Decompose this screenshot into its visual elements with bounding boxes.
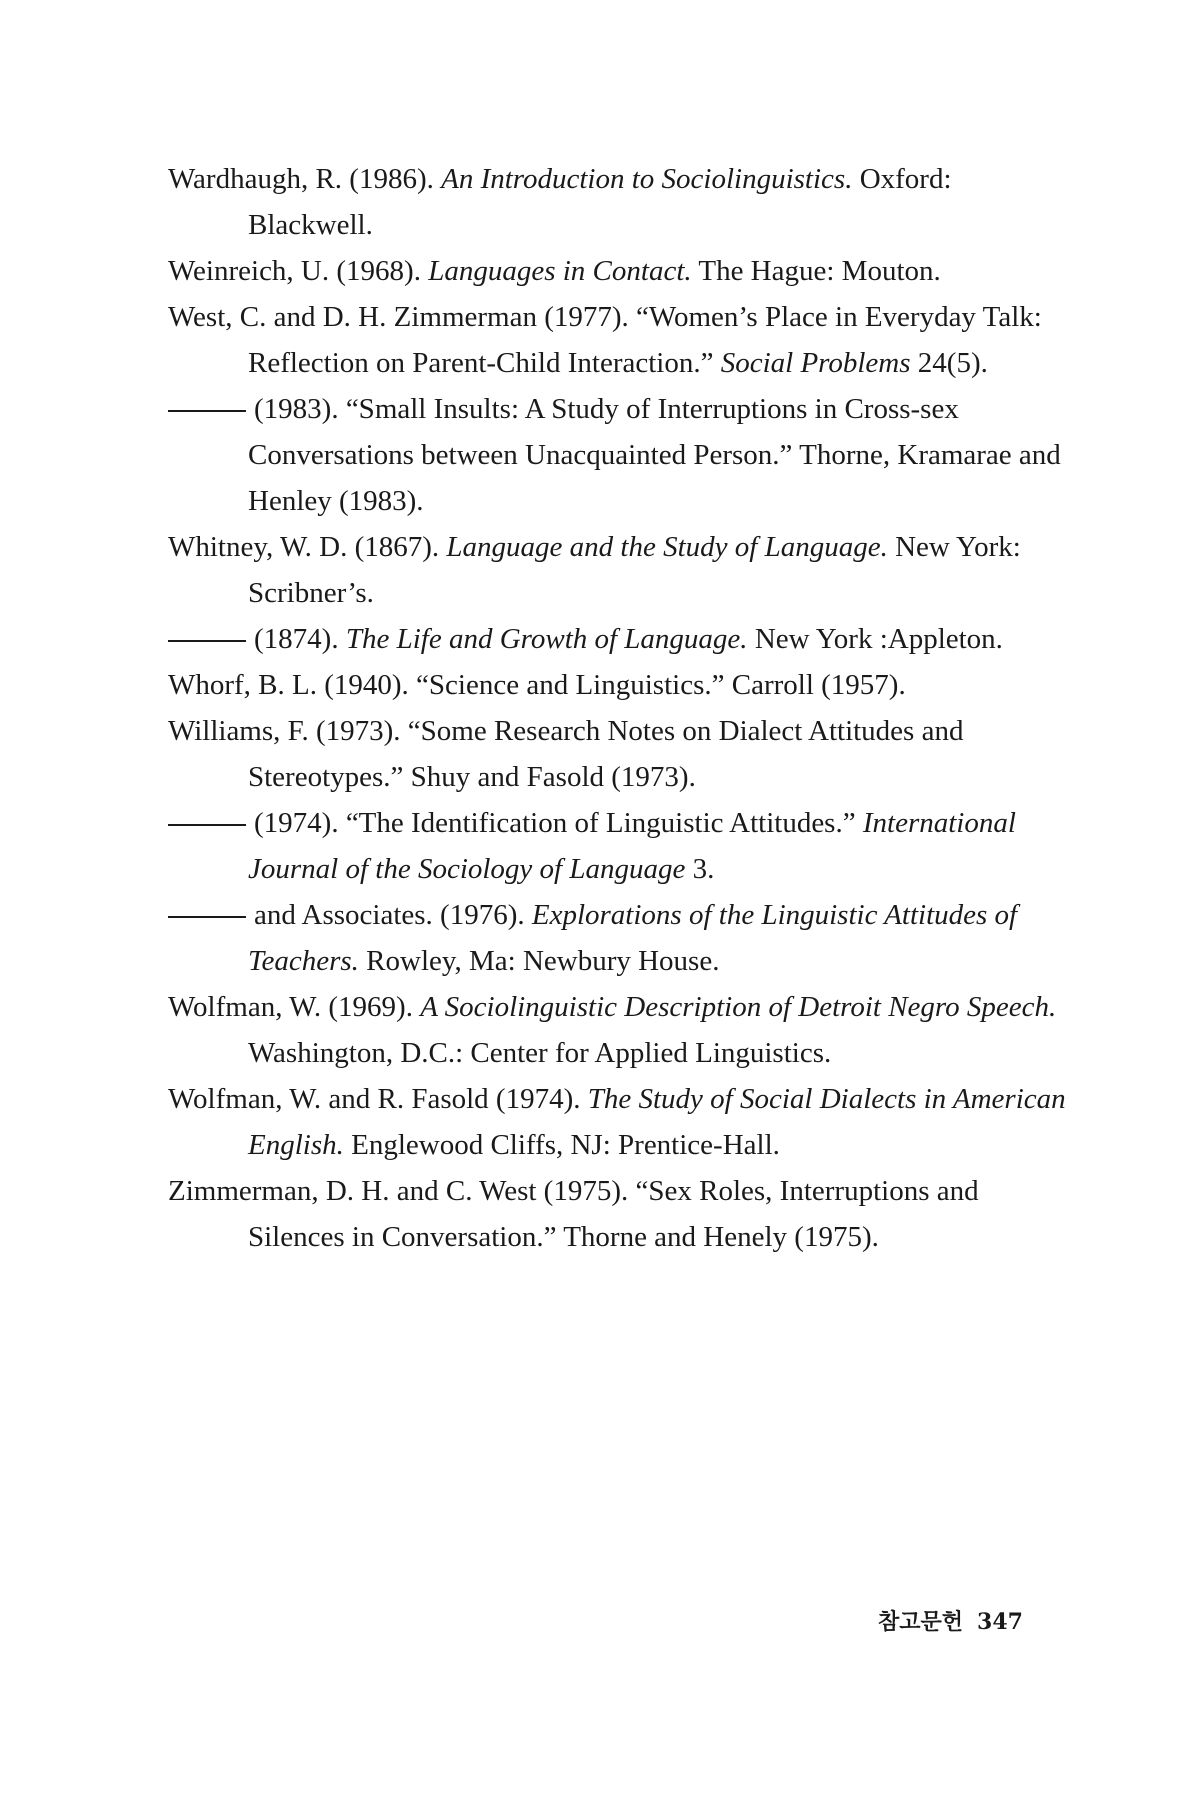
ditto-dash [168,640,246,642]
section-title: 참고문헌 [878,1610,964,1635]
reference-entry: and Associates. (1976). Explorations of the Linguistic Attitudes of Teachers. Rowley, Ma: Newbury House. [168,892,1068,984]
ditto-dash [168,410,246,412]
ditto-dash [168,824,246,826]
reference-entry: (1983). “Small Insults: A Study of Interruptions in Cross-sex Conversations between Unacquainted Person.” Thorne, Kramarae and Henley (1983). [168,386,1068,524]
reference-entry: Whitney, W. D. (1867). Language and the Study of Language. New York: Scribner’s. [168,531,1021,609]
page-footer [878,1605,1023,1636]
reference-entry: Williams, F. (1973). “Some Research Notes on Dialect Attitudes and Stereotypes.” Shuy and Fasold (1973). [168,715,964,793]
reference-entry: Weinreich, U. (1968). Languages in Contact. The Hague: Mouton. [168,255,941,287]
reference-entry: (1974). “The Identification of Linguistic Attitudes.” International Journal of the Sociology of Language 3. [168,800,1068,892]
reference-entry: Wolfman, W. and R. Fasold (1974). The Study of Social Dialects in American English. Englewood Cliffs, NJ: Prentice-Hall. [168,1083,1066,1161]
reference-entry: Whorf, B. L. (1940). “Science and Linguistics.” Carroll (1957). [168,669,906,701]
reference-entry: West, C. and D. H. Zimmerman (1977). “Women’s Place in Everyday Talk: Reflection on Parent-Child Interaction.” Social Problems 24(5). [168,301,1042,379]
reference-entry: Zimmerman, D. H. and C. West (1975). “Sex Roles, Interruptions and Silences in Conversation.” Thorne and Henely (1975). [168,1175,979,1253]
reference-entry: Wardhaugh, R. (1986). An Introduction to Sociolinguistics. Oxford: Blackwell. [168,163,952,241]
ditto-dash [168,916,246,918]
reference-list [168,156,1068,1260]
reference-entry: (1874). The Life and Growth of Language. New York :Appleton. [168,616,1068,662]
reference-entry: Wolfman, W. (1969). A Sociolinguistic Description of Detroit Negro Speech. Washington, D.C.: Center for Applied Linguistics. [168,991,1057,1069]
page-number: 347 [977,1609,1023,1635]
